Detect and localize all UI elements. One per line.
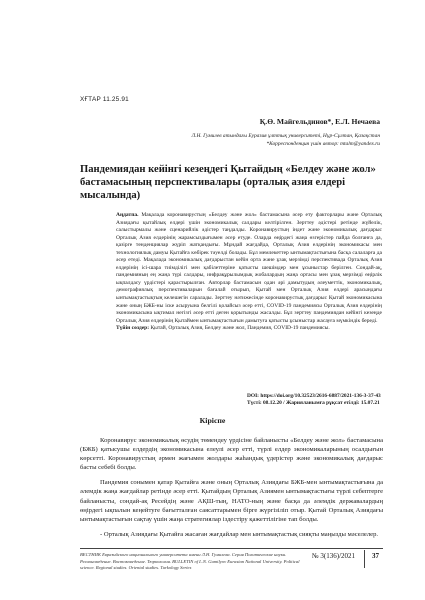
keywords-label: Түйін сөздер: xyxy=(116,325,150,332)
doi-link[interactable]: DOI: https://doi.org/10.32523/2616-6887/2021-136-3-37-43 xyxy=(247,393,381,399)
article-title: Пандемиядан кейінгі кезеңдегі Қытайдың «Белдеу және жол» бастамасының перспективалары (орталық азия елдері мысалында) xyxy=(80,164,376,202)
abstract-label: Аңдатпа. xyxy=(116,212,139,218)
issue-number: № 3(136)/2021 xyxy=(312,552,356,560)
footer-divider xyxy=(80,548,383,549)
page-number: 37 xyxy=(372,552,379,560)
received-date: Түсті: 08.12.20 / Жарияланымға рұқсат етілді: 15.07.21 xyxy=(247,400,380,407)
author-affiliation xyxy=(192,132,380,148)
keywords-text: Қытай, Орталық Азия, Белдеу және жол, Пандемия, COVID-19 пандемиясы. xyxy=(150,325,330,332)
body-paragraph: Коронавирус экономикалық өсудің төмендеу үрдісіне байланысты «Белдеу және жол» бастамасына (БЖБ) қатысушы елдердің экономикасына елеулі әсер етті, түрлі елдер экономикаларының осалдығын көрсетті. Коронавирустың әрмен жағымен жолдары жаһандық үдерістер және экономикалық дағдарыс басты себебі болды. xyxy=(80,437,383,472)
abstract-text: Мақалада коронавирустың «Белдеу және жол» бастамасына әсер ету факторлары және Орталық Азиядағы қытайлық елдері үшін экономикалық салдары келтірілген. Зерттеу әдістері ретінде жүйелік, салыстырмалы және сценарийлік әдістер таңдалды. Коронавирустың індет және экономикалық дағдарыс Орталық Азия елдерінің жарамсыздығымен әсер етуде. Оларда өңірдегі жаңа өзгерістер пайда болғанға да, қазірге тенденциялар жүріп жатқандығы. Мұндай жағдайда, Орталық Азия елдерінің экономикасы мен технологиялық дамуы Қытайға көбірек тәуелді болады. Бұл мемлекеттер ынтымақтастығына басқа салаларға да әсер етеді. Мақалада экономикалық дағдарыстан кейін орта және ұзақ мерзімді перспективада Орталық Азия елдерінің ісі-шара тиімділігі мен қабілеттеріне қатысты шешімдер мен ұсыныстар берілген. Сондай-ақ, пандемияның ең жаңа түрі салдары, инфрақұрылымдық жобалардың жаңа ортасы мен ұзақ мерзімді өңірлік ықпалдасу үрдістері қарастырылған. Авторлар бастамасын одан әрі дамытудың әлеуметтік, экономикалық, демографиялық перспективаларын бағалай отырып, Қытай мен Орталық Азия елдері арасындағы ынтымақтастықтың келешегін саралады. Зерттеу нәтижесінде коронавирустық дағдарыс Қытай экономикасына және оның БЖБ-ны іске асыруына белгілі қолайсыз әсер етті, COVID-19 пандемиясы Орталық Азия елдерінің экономикасына ықтимал негізгі әсер етті деген қорытынды жасалды. Бұл зерттеу пандемиядан кейінгі кезеңде Орталық Азия елдерінің Қытаймен ынтымақтастығын дамытуға қатысты ұсыныстар жасауға мүмкіндік береді. xyxy=(116,212,383,324)
section-heading: Кіріспе xyxy=(199,416,226,425)
classification-code: ХҒТАР 11.25.91 xyxy=(80,96,129,103)
footer-separator xyxy=(364,550,365,568)
body-text xyxy=(80,436,383,539)
journal-name: ВЕСТНИК Евразийского национального университета имени Л.Н. Гумилева. Серия Политические науки. Регионоведение. Востоковедение. Тюркология. BULLETIN of L.N. Gumilyov Eurasian National University. Political science. Regional studies. Oriental studies. Turkology Series xyxy=(80,552,300,571)
body-paragraph: - Орталық Азиядағы Қытайға жасаған жағдайлар мен ынтымақтастық сияқты маңызды мәселелер. xyxy=(100,530,379,538)
correspondence-email: *Корреспонденция үшін автор: mtalm@yandex.ru xyxy=(266,141,380,147)
author-names: Қ.Ө. Майгельдинов*, Е.Л. Нечаева xyxy=(259,117,380,126)
affiliation-line: Л.Н. Гумилев атындағы Еуразия ұлттық университеті, Нұр-Сұлтан, Қазақстан xyxy=(191,133,380,139)
body-paragraph: Пандемия сонымен қатар Қытайға және оның Орталық Азиядағы БЖБ-мен ынтымақтастығына да әлемдік жаңа жағдайлар ретінде әсер етті. Қытайдың Орталық Азиямен ынтымақтастығы түрлі себептерге байланысты, сондай-ақ Ресейдің және АҚШ-тың, НАТО-ның және басқа да әлемдік державалардың өңірдегі ықпалын кеңейтуге бағытталған саясаттарымен бірге жүргізіліп отыр. Қытай Орталық Азиядағы ынтымақтастығын сақтау үшін жаңа стратегиялар іздестіру қажеттілігіне тап болды. xyxy=(80,479,383,523)
doi-block xyxy=(247,393,387,407)
abstract-block xyxy=(116,212,382,333)
